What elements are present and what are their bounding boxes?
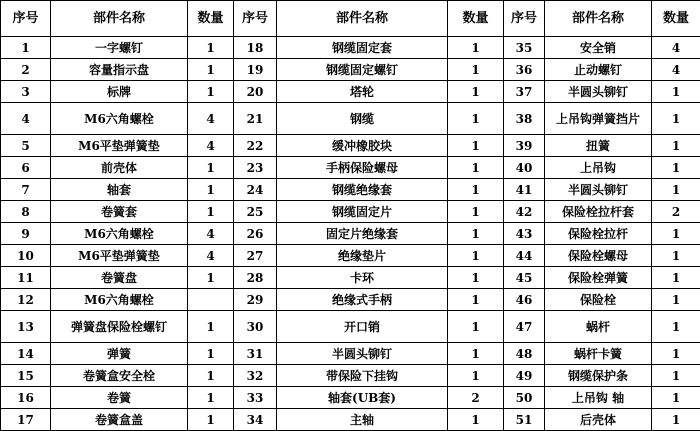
cell-quantity: 4 xyxy=(188,223,234,245)
cell-part-name: 卷簧盘 xyxy=(51,267,188,289)
cell-index: 10 xyxy=(1,245,51,267)
cell-part-name: 绝缘式手柄 xyxy=(277,289,448,311)
cell-quantity: 1 xyxy=(652,387,700,409)
header-part-name: 部件名称 xyxy=(277,1,448,37)
cell-quantity: 1 xyxy=(448,245,504,267)
cell-index: 2 xyxy=(1,59,51,81)
table-row xyxy=(1,157,700,179)
table-row xyxy=(1,245,700,267)
cell-quantity: 1 xyxy=(652,311,700,343)
cell-part-name: 半圆头铆钉 xyxy=(545,179,652,201)
cell-index: 45 xyxy=(504,267,545,289)
table-row xyxy=(1,311,700,343)
cell-index: 12 xyxy=(1,289,51,311)
cell-index: 30 xyxy=(234,311,277,343)
cell-quantity: 4 xyxy=(188,245,234,267)
table-row xyxy=(1,103,700,135)
table-row xyxy=(1,223,700,245)
header-quantity: 数量 xyxy=(188,1,234,37)
cell-part-name: 保险栓拉杆套 xyxy=(545,201,652,223)
cell-quantity: 1 xyxy=(448,37,504,59)
cell-index: 18 xyxy=(234,37,277,59)
cell-part-name: M6平垫弹簧垫 xyxy=(51,245,188,267)
cell-index: 48 xyxy=(504,343,545,365)
cell-part-name: 弹簧盘保险栓螺钉 xyxy=(51,311,188,343)
header-quantity: 数量 xyxy=(652,1,700,37)
cell-quantity: 4 xyxy=(652,37,700,59)
cell-part-name: 前壳体 xyxy=(51,157,188,179)
table-row xyxy=(1,179,700,201)
cell-quantity: 1 xyxy=(188,365,234,387)
header-index: 序号 xyxy=(504,1,545,37)
cell-part-name: 卷簧盒安全栓 xyxy=(51,365,188,387)
cell-quantity: 1 xyxy=(652,103,700,135)
cell-part-name: 保险栓螺母 xyxy=(545,245,652,267)
table-row xyxy=(1,409,700,431)
cell-quantity: 1 xyxy=(448,311,504,343)
cell-index: 32 xyxy=(234,365,277,387)
cell-quantity: 1 xyxy=(652,135,700,157)
cell-quantity: 1 xyxy=(652,223,700,245)
cell-part-name: 蜗杆 xyxy=(545,311,652,343)
cell-part-name: 后壳体 xyxy=(545,409,652,431)
cell-quantity: 1 xyxy=(188,387,234,409)
cell-part-name: 开口销 xyxy=(277,311,448,343)
cell-part-name: 卷簧套 xyxy=(51,201,188,223)
cell-part-name: 弹簧 xyxy=(51,343,188,365)
cell-quantity: 1 xyxy=(448,409,504,431)
cell-quantity: 1 xyxy=(188,179,234,201)
cell-part-name: 蜗杆卡簧 xyxy=(545,343,652,365)
cell-index: 36 xyxy=(504,59,545,81)
cell-part-name: 缓冲橡胶块 xyxy=(277,135,448,157)
cell-index: 14 xyxy=(1,343,51,365)
table-row xyxy=(1,267,700,289)
cell-part-name: 固定片绝缘套 xyxy=(277,223,448,245)
cell-index: 4 xyxy=(1,103,51,135)
cell-index: 24 xyxy=(234,179,277,201)
cell-quantity: 1 xyxy=(448,201,504,223)
cell-index: 49 xyxy=(504,365,545,387)
cell-index: 3 xyxy=(1,81,51,103)
cell-quantity: 1 xyxy=(448,365,504,387)
cell-quantity: 1 xyxy=(448,135,504,157)
cell-index: 26 xyxy=(234,223,277,245)
cell-part-name: 轴套 xyxy=(51,179,188,201)
cell-index: 21 xyxy=(234,103,277,135)
cell-index: 44 xyxy=(504,245,545,267)
cell-part-name: 卷簧 xyxy=(51,387,188,409)
cell-part-name: 卷簧盒盖 xyxy=(51,409,188,431)
cell-part-name: 半圆头铆钉 xyxy=(277,343,448,365)
cell-quantity: 1 xyxy=(448,103,504,135)
table-row xyxy=(1,387,700,409)
cell-index: 46 xyxy=(504,289,545,311)
cell-part-name: 一字螺钉 xyxy=(51,37,188,59)
table-row xyxy=(1,343,700,365)
cell-part-name: 标牌 xyxy=(51,81,188,103)
cell-index: 37 xyxy=(504,81,545,103)
cell-part-name: 钢缆固定套 xyxy=(277,37,448,59)
cell-quantity: 1 xyxy=(188,37,234,59)
table-row xyxy=(1,201,700,223)
cell-part-name: 钢缆固定片 xyxy=(277,201,448,223)
cell-part-name: 钢缆固定螺钉 xyxy=(277,59,448,81)
cell-index: 35 xyxy=(504,37,545,59)
cell-quantity: 1 xyxy=(652,245,700,267)
cell-part-name: M6六角螺栓 xyxy=(51,289,188,311)
cell-quantity: 1 xyxy=(652,289,700,311)
cell-quantity: 1 xyxy=(448,179,504,201)
table-row xyxy=(1,37,700,59)
cell-index: 19 xyxy=(234,59,277,81)
cell-quantity: 1 xyxy=(188,157,234,179)
cell-index: 15 xyxy=(1,365,51,387)
cell-index: 20 xyxy=(234,81,277,103)
cell-quantity: 1 xyxy=(188,201,234,223)
cell-index: 38 xyxy=(504,103,545,135)
header-quantity: 数量 xyxy=(448,1,504,37)
cell-part-name: 钢缆保护条 xyxy=(545,365,652,387)
cell-index: 47 xyxy=(504,311,545,343)
cell-quantity: 1 xyxy=(652,179,700,201)
cell-part-name: 上吊钩弹簧挡片 xyxy=(545,103,652,135)
cell-part-name: 上吊钩 xyxy=(545,157,652,179)
cell-quantity: 1 xyxy=(652,343,700,365)
cell-quantity: 1 xyxy=(188,409,234,431)
cell-quantity: 1 xyxy=(188,267,234,289)
cell-part-name: 卡环 xyxy=(277,267,448,289)
cell-quantity: 1 xyxy=(188,59,234,81)
table-row xyxy=(1,135,700,157)
cell-part-name: 扭簧 xyxy=(545,135,652,157)
cell-part-name: 钢缆 xyxy=(277,103,448,135)
cell-index: 8 xyxy=(1,201,51,223)
cell-quantity xyxy=(188,289,234,311)
cell-quantity: 1 xyxy=(448,289,504,311)
cell-quantity: 2 xyxy=(652,201,700,223)
cell-part-name: 轴套(UB套) xyxy=(277,387,448,409)
cell-part-name: M6六角螺栓 xyxy=(51,103,188,135)
cell-part-name: 保险栓拉杆 xyxy=(545,223,652,245)
cell-index: 29 xyxy=(234,289,277,311)
cell-index: 28 xyxy=(234,267,277,289)
cell-index: 9 xyxy=(1,223,51,245)
header-row xyxy=(1,1,700,37)
cell-quantity: 1 xyxy=(448,81,504,103)
cell-quantity: 1 xyxy=(188,311,234,343)
cell-index: 5 xyxy=(1,135,51,157)
cell-index: 6 xyxy=(1,157,51,179)
cell-part-name: M6六角螺栓 xyxy=(51,223,188,245)
cell-index: 51 xyxy=(504,409,545,431)
cell-quantity: 1 xyxy=(448,59,504,81)
cell-index: 42 xyxy=(504,201,545,223)
cell-quantity: 4 xyxy=(188,135,234,157)
cell-part-name: 手柄保险螺母 xyxy=(277,157,448,179)
table-row xyxy=(1,81,700,103)
cell-part-name: 半圆头铆钉 xyxy=(545,81,652,103)
cell-part-name: 保险栓弹簧 xyxy=(545,267,652,289)
cell-part-name: 止动螺钉 xyxy=(545,59,652,81)
cell-quantity: 1 xyxy=(652,267,700,289)
cell-index: 7 xyxy=(1,179,51,201)
table-row xyxy=(1,289,700,311)
cell-index: 34 xyxy=(234,409,277,431)
cell-quantity: 1 xyxy=(448,223,504,245)
cell-quantity: 1 xyxy=(188,343,234,365)
cell-quantity: 1 xyxy=(652,409,700,431)
cell-index: 33 xyxy=(234,387,277,409)
cell-part-name: 绝缘垫片 xyxy=(277,245,448,267)
table-row xyxy=(1,365,700,387)
cell-index: 41 xyxy=(504,179,545,201)
cell-part-name: 钢缆绝缘套 xyxy=(277,179,448,201)
cell-index: 31 xyxy=(234,343,277,365)
header-index: 序号 xyxy=(234,1,277,37)
cell-index: 39 xyxy=(504,135,545,157)
cell-index: 16 xyxy=(1,387,51,409)
cell-quantity: 1 xyxy=(188,81,234,103)
cell-index: 23 xyxy=(234,157,277,179)
cell-index: 22 xyxy=(234,135,277,157)
cell-quantity: 1 xyxy=(652,157,700,179)
header-part-name: 部件名称 xyxy=(51,1,188,37)
cell-part-name: 保险栓 xyxy=(545,289,652,311)
cell-quantity: 4 xyxy=(188,103,234,135)
header-index: 序号 xyxy=(1,1,51,37)
cell-index: 40 xyxy=(504,157,545,179)
header-part-name: 部件名称 xyxy=(545,1,652,37)
cell-index: 13 xyxy=(1,311,51,343)
cell-part-name: 带保险下挂钩 xyxy=(277,365,448,387)
table-row xyxy=(1,59,700,81)
cell-quantity: 1 xyxy=(448,267,504,289)
cell-quantity: 1 xyxy=(652,365,700,387)
cell-index: 25 xyxy=(234,201,277,223)
cell-part-name: 容量指示盘 xyxy=(51,59,188,81)
cell-part-name: 塔轮 xyxy=(277,81,448,103)
cell-quantity: 1 xyxy=(652,81,700,103)
cell-index: 43 xyxy=(504,223,545,245)
cell-index: 27 xyxy=(234,245,277,267)
cell-part-name: M6平垫弹簧垫 xyxy=(51,135,188,157)
cell-quantity: 1 xyxy=(448,343,504,365)
cell-index: 17 xyxy=(1,409,51,431)
cell-index: 11 xyxy=(1,267,51,289)
cell-index: 1 xyxy=(1,37,51,59)
cell-quantity: 2 xyxy=(448,387,504,409)
cell-quantity: 1 xyxy=(448,157,504,179)
table-body xyxy=(1,37,700,431)
cell-part-name: 上吊钩 轴 xyxy=(545,387,652,409)
cell-part-name: 安全销 xyxy=(545,37,652,59)
cell-quantity: 4 xyxy=(652,59,700,81)
cell-index: 50 xyxy=(504,387,545,409)
cell-part-name: 主轴 xyxy=(277,409,448,431)
